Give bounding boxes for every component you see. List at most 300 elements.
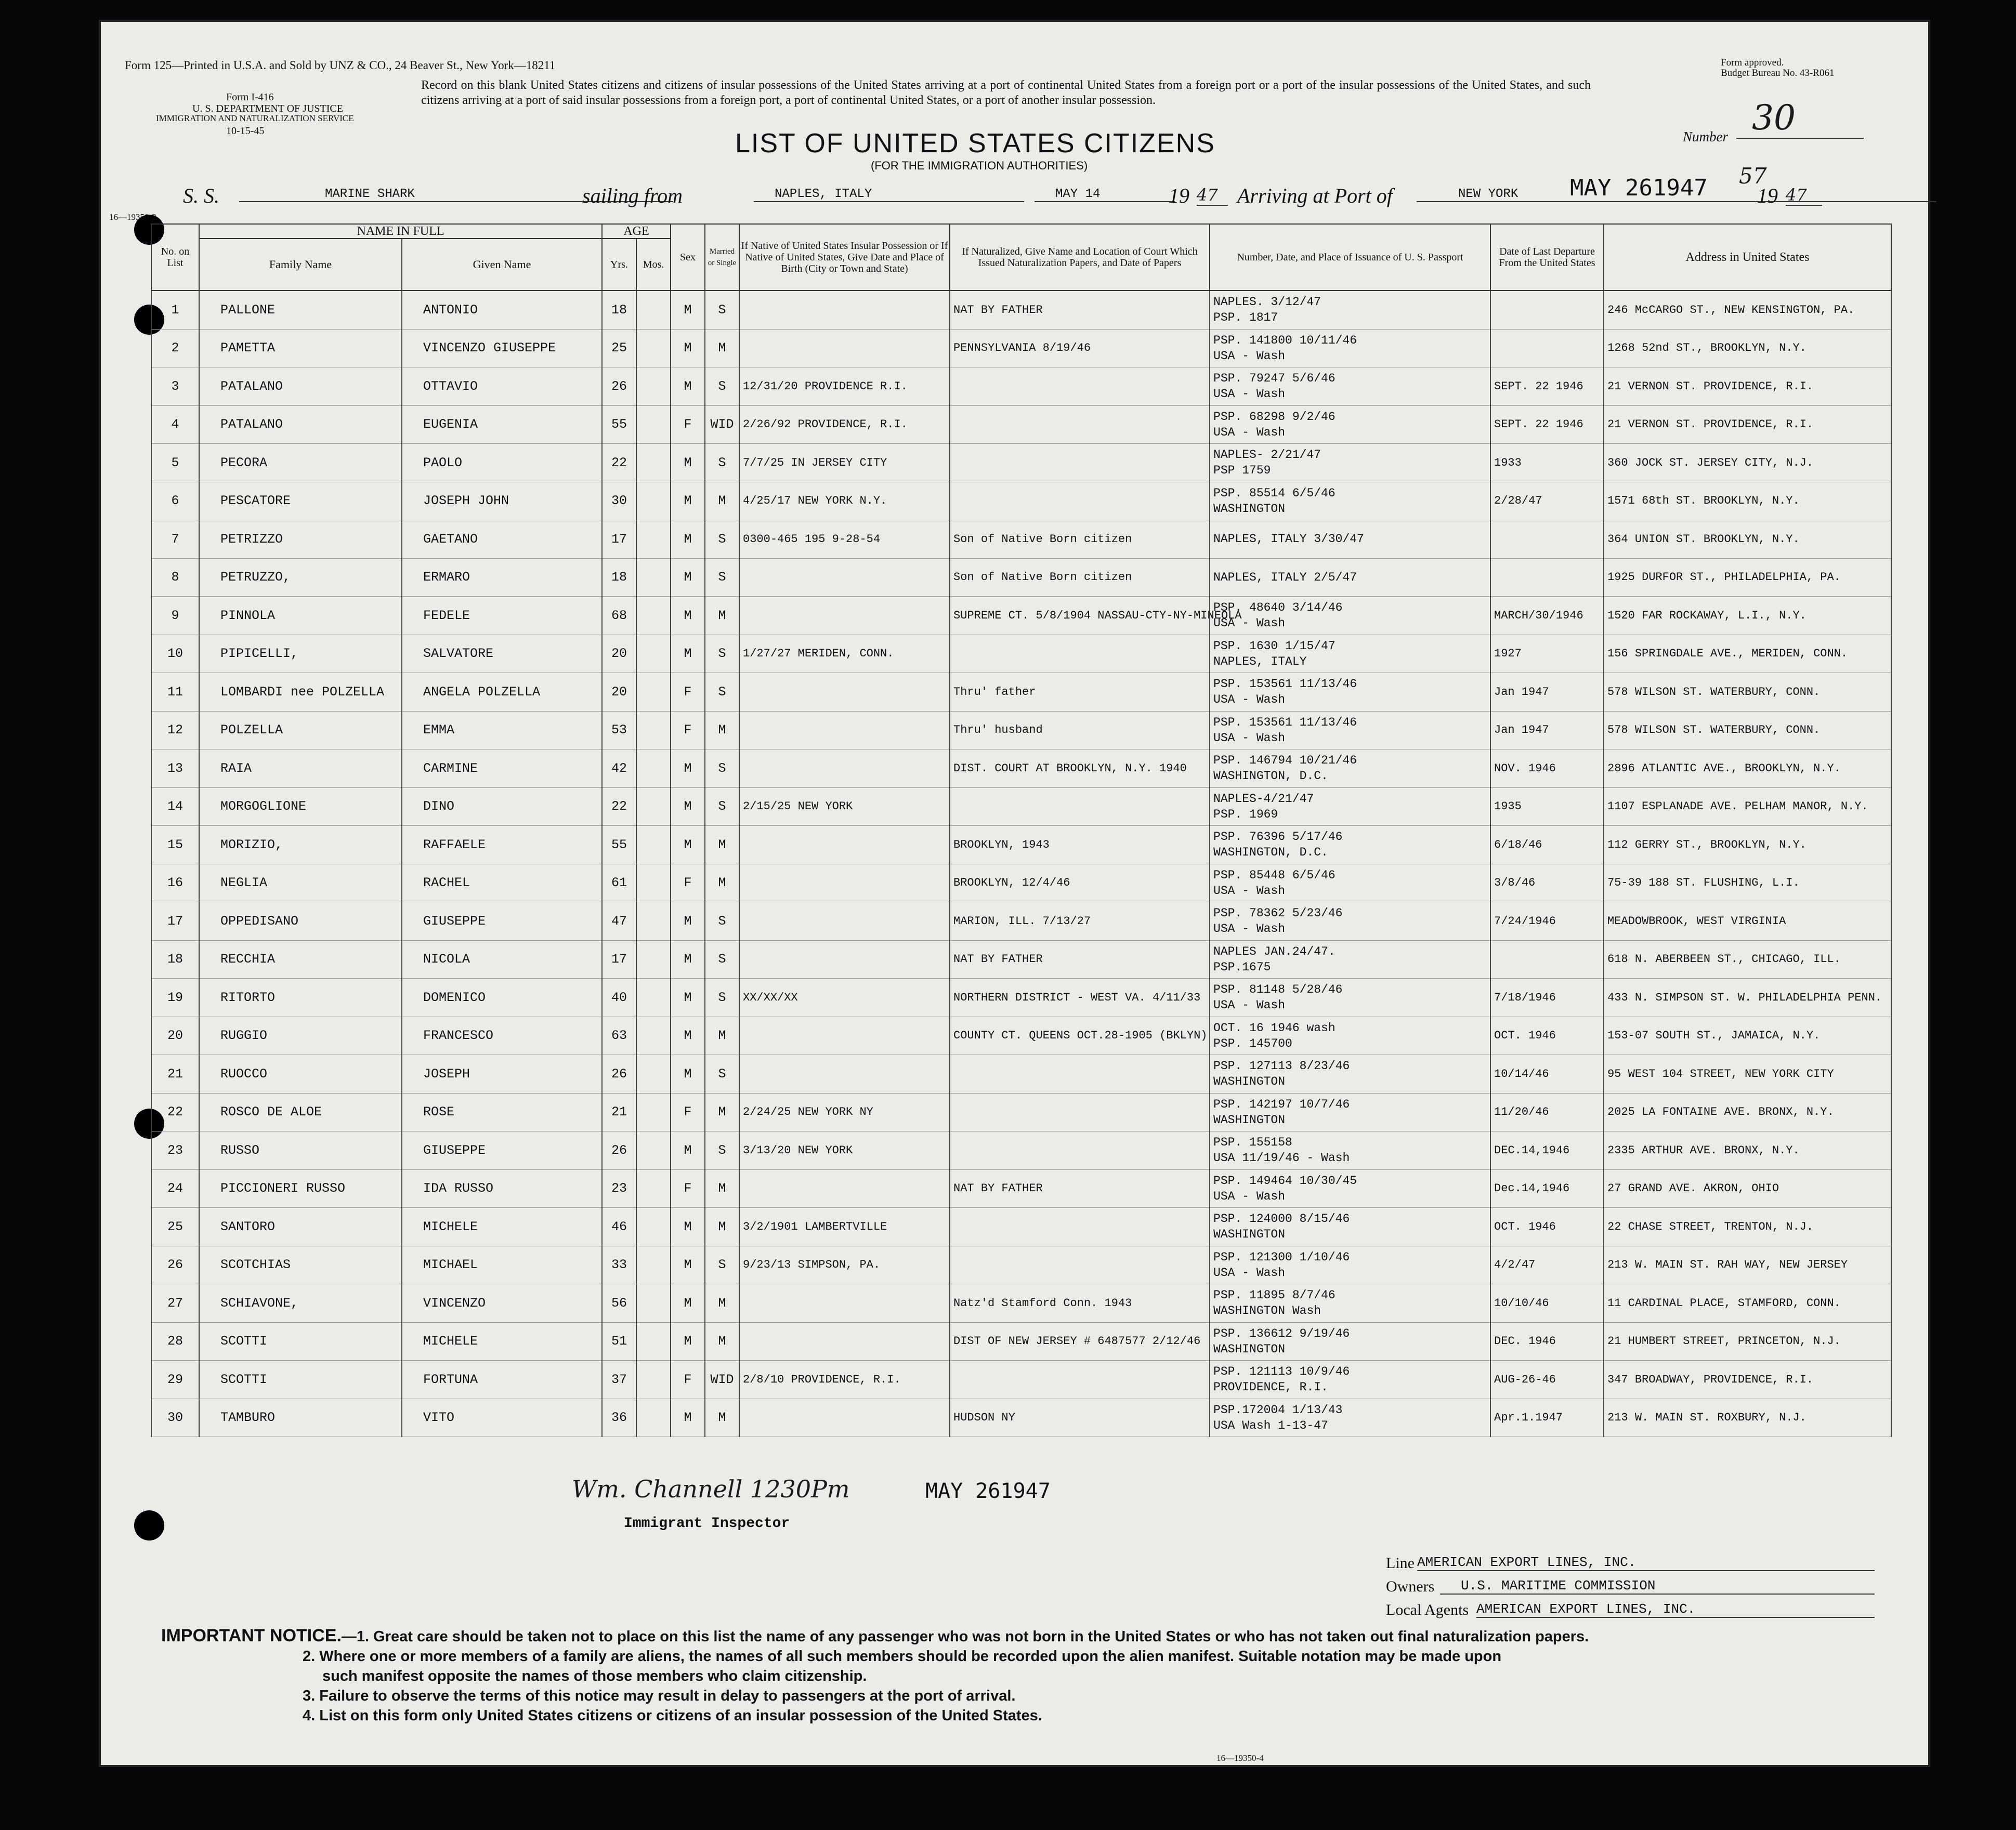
marital-status: S — [705, 520, 739, 559]
arrival-date-stamp: MAY 261947 — [1570, 175, 1708, 201]
col-married: Married or Single — [705, 224, 739, 291]
birth-info: 2/24/25 NEW YORK NY — [739, 1093, 950, 1131]
age-years: 22 — [602, 444, 636, 482]
birth-info — [739, 1055, 950, 1094]
number-label: Number — [1683, 129, 1728, 144]
age-months — [636, 749, 671, 788]
passport-info — [1210, 940, 1490, 979]
col-passport: Number, Date, and Place of Issuance of U. S. Passport — [1210, 224, 1490, 291]
col-yrs: Yrs. — [602, 239, 636, 291]
naturalization-info: BROOKLYN, 12/4/46 — [950, 864, 1210, 902]
passport-line: PSP. 1817 — [1213, 311, 1278, 325]
passport-line: PSP. 155158 — [1213, 1136, 1292, 1150]
instructions-text: Record on this blank United States citizens and citizens of insular possessions of the United States arriving at a port of continental United States from a foreign port or a port of the insular possessions of the United States, and such citizens arriving at a port of said insular possessions from a foreign port, a port of continental United States, or a port of another insular possession. — [421, 78, 1591, 107]
last-departure: 10/10/46 — [1490, 1284, 1604, 1323]
birth-info: 9/23/13 SIMPSON, PA. — [739, 1246, 950, 1284]
punch-hole — [134, 1510, 164, 1541]
us-address: 2335 ARTHUR AVE. BRONX, N.Y. — [1604, 1131, 1891, 1170]
table-row — [151, 1322, 1891, 1361]
passport-info — [1210, 1131, 1490, 1170]
age-months — [636, 1399, 671, 1437]
row-number: 2 — [151, 329, 199, 367]
given-name: VINCENZO GIUSEPPE — [402, 329, 602, 367]
age-months — [636, 291, 671, 329]
sex: M — [671, 979, 705, 1017]
age-years: 68 — [602, 597, 636, 635]
marital-status: M — [705, 711, 739, 749]
us-address: 2025 LA FONTAINE AVE. BRONX, N.Y. — [1604, 1093, 1891, 1131]
family-name: PAMETTA — [199, 329, 402, 367]
naturalization-info — [950, 787, 1210, 826]
passport-line: WASHINGTON, D.C. — [1213, 846, 1328, 860]
page-subtitle: (FOR THE IMMIGRATION AUTHORITIES) — [871, 159, 1088, 172]
age-years: 42 — [602, 749, 636, 788]
table-row — [151, 673, 1891, 712]
table-row — [151, 405, 1891, 444]
service: IMMIGRATION AND NATURALIZATION SERVICE — [156, 113, 354, 123]
passport-info — [1210, 826, 1490, 864]
family-name: PIPICELLI, — [199, 635, 402, 673]
row-number: 30 — [151, 1399, 199, 1437]
marital-status: M — [705, 864, 739, 902]
birth-info — [739, 864, 950, 902]
us-address: 1520 FAR ROCKAWAY, L.I., N.Y. — [1604, 597, 1891, 635]
row-number: 5 — [151, 444, 199, 482]
naturalization-info: Natz'd Stamford Conn. 1943 — [950, 1284, 1210, 1323]
age-years: 22 — [602, 787, 636, 826]
naturalization-info — [950, 1361, 1210, 1399]
col-family: Family Name — [199, 239, 402, 291]
marital-status: M — [705, 826, 739, 864]
passport-line: USA - Wash — [1213, 884, 1286, 898]
naturalization-info: Thru' husband — [950, 711, 1210, 749]
given-name: MICHAEL — [402, 1246, 602, 1284]
age-years: 23 — [602, 1169, 636, 1208]
table-row — [151, 1093, 1891, 1131]
passport-line: PSP.1675 — [1213, 960, 1271, 974]
notice-4: 4. List on this form only United States citizens or citizens of an insular possession of the United States. — [303, 1707, 1042, 1724]
given-name: JOSEPH — [402, 1055, 602, 1094]
sex: M — [671, 1284, 705, 1323]
age-months — [636, 1361, 671, 1399]
passport-info — [1210, 1399, 1490, 1437]
birth-info — [739, 1017, 950, 1055]
marital-status: M — [705, 482, 739, 520]
birth-info: 4/25/17 NEW YORK N.Y. — [739, 482, 950, 520]
passport-line: PSP. 81148 5/28/46 — [1213, 983, 1343, 997]
row-number: 9 — [151, 597, 199, 635]
passport-info — [1210, 673, 1490, 712]
birth-info — [739, 711, 950, 749]
row-number: 6 — [151, 482, 199, 520]
row-number: 8 — [151, 558, 199, 597]
age-years: 51 — [602, 1322, 636, 1361]
marital-status: M — [705, 1093, 739, 1131]
last-departure — [1490, 329, 1604, 367]
manifest-page — [99, 20, 1930, 1767]
table-row — [151, 787, 1891, 826]
marital-status: M — [705, 1208, 739, 1246]
printer-line: Form 125—Printed in U.S.A. and Sold by UNZ & CO., 24 Beaver St., New York—18211 — [125, 59, 556, 72]
sex: M — [671, 826, 705, 864]
sailing-from: NAPLES, ITALY — [754, 187, 1024, 202]
age-months — [636, 1017, 671, 1055]
sex: F — [671, 711, 705, 749]
us-address: 112 GERRY ST., BROOKLYN, N.Y. — [1604, 826, 1891, 864]
naturalization-info — [950, 367, 1210, 406]
agents-label: Local Agents — [1386, 1601, 1469, 1618]
birth-info — [739, 329, 950, 367]
family-name: SANTORO — [199, 1208, 402, 1246]
us-address: 1268 52nd ST., BROOKLYN, N.Y. — [1604, 329, 1891, 367]
family-name: LOMBARDI nee POLZELLA — [199, 673, 402, 712]
table-row — [151, 1169, 1891, 1208]
age-months — [636, 597, 671, 635]
birth-info: 0300-465 195 9-28-54 — [739, 520, 950, 559]
naturalization-info — [950, 1131, 1210, 1170]
last-departure — [1490, 520, 1604, 559]
age-months — [636, 1246, 671, 1284]
given-name: EMMA — [402, 711, 602, 749]
naturalization-info: BROOKLYN, 1943 — [950, 826, 1210, 864]
passport-line: WASHINGTON — [1213, 1075, 1286, 1089]
age-years: 26 — [602, 367, 636, 406]
family-name: PETRUZZO, — [199, 558, 402, 597]
row-number: 27 — [151, 1284, 199, 1323]
passport-line: NAPLES, ITALY 3/30/47 — [1213, 532, 1364, 546]
last-departure: Apr.1.1947 — [1490, 1399, 1604, 1437]
last-departure: 3/8/46 — [1490, 864, 1604, 902]
us-address: 618 N. ABERBEEN ST., CHICAGO, ILL. — [1604, 940, 1891, 979]
passport-info — [1210, 749, 1490, 788]
birth-info: 3/2/1901 LAMBERTVILLE — [739, 1208, 950, 1246]
sex: M — [671, 444, 705, 482]
naturalization-info — [950, 635, 1210, 673]
given-name: RAFFAELE — [402, 826, 602, 864]
passport-line: PSP. 68298 9/2/46 — [1213, 410, 1336, 424]
age-months — [636, 711, 671, 749]
given-name: ERMARO — [402, 558, 602, 597]
naturalization-info: DIST. COURT AT BROOKLYN, N.Y. 1940 — [950, 749, 1210, 788]
col-naturalized: If Naturalized, Give Name and Location of Court Which Issued Naturalization Papers, and Date of Papers — [950, 224, 1210, 291]
table-row — [151, 1131, 1891, 1170]
us-address: 213 W. MAIN ST. RAH WAY, NEW JERSEY — [1604, 1246, 1891, 1284]
age-years: 55 — [602, 405, 636, 444]
birth-info — [739, 558, 950, 597]
col-no: No. on List — [151, 224, 199, 291]
us-address: 578 WILSON ST. WATERBURY, CONN. — [1604, 711, 1891, 749]
line-label: Line — [1386, 1555, 1415, 1572]
passport-line: PROVIDENCE, R.I. — [1213, 1380, 1328, 1394]
last-departure: 7/18/1946 — [1490, 979, 1604, 1017]
passport-line: USA - Wash — [1213, 387, 1286, 401]
notice-3: 3. Failure to observe the terms of this notice may result in delay to passengers at the port of arrival. — [303, 1688, 1016, 1704]
age-years: 36 — [602, 1399, 636, 1437]
sex: M — [671, 1055, 705, 1094]
sailing-year: 47 — [1197, 185, 1228, 206]
passport-info — [1210, 520, 1490, 559]
age-years: 37 — [602, 1361, 636, 1399]
age-years: 56 — [602, 1284, 636, 1323]
row-number: 19 — [151, 979, 199, 1017]
passport-line: PSP. 149464 10/30/45 — [1213, 1174, 1357, 1188]
age-years: 18 — [602, 291, 636, 329]
marital-status: S — [705, 902, 739, 941]
naturalization-info: Thru' father — [950, 673, 1210, 712]
row-number: 28 — [151, 1322, 199, 1361]
year-prefix: 19 — [1169, 184, 1189, 207]
passport-info — [1210, 1169, 1490, 1208]
family-name: RECCHIA — [199, 940, 402, 979]
passport-line: PSP. 142197 10/7/46 — [1213, 1097, 1350, 1111]
passport-info — [1210, 444, 1490, 482]
sex: M — [671, 940, 705, 979]
table-row — [151, 367, 1891, 406]
row-number: 13 — [151, 749, 199, 788]
row-number: 14 — [151, 787, 199, 826]
age-months — [636, 1169, 671, 1208]
marital-status: S — [705, 367, 739, 406]
table-row — [151, 902, 1891, 941]
marital-status: S — [705, 749, 739, 788]
table-row — [151, 1246, 1891, 1284]
age-years: 26 — [602, 1131, 636, 1170]
naturalization-info: MARION, ILL. 7/13/27 — [950, 902, 1210, 941]
passport-line: PSP. 141800 10/11/46 — [1213, 333, 1357, 347]
ss-label: S. S. — [183, 184, 219, 207]
table-row — [151, 444, 1891, 482]
us-address: 347 BROADWAY, PROVIDENCE, R.I. — [1604, 1361, 1891, 1399]
passport-line: NAPLES, ITALY — [1213, 654, 1307, 668]
given-name: RACHEL — [402, 864, 602, 902]
naturalization-info: Son of Native Born citizen — [950, 520, 1210, 559]
table-row — [151, 291, 1891, 329]
sex: M — [671, 597, 705, 635]
row-number: 29 — [151, 1361, 199, 1399]
birth-info — [739, 1169, 950, 1208]
sex: M — [671, 482, 705, 520]
passport-line: USA Wash 1-13-47 — [1213, 1418, 1328, 1432]
row-number: 17 — [151, 902, 199, 941]
us-address: 360 JOCK ST. JERSEY CITY, N.J. — [1604, 444, 1891, 482]
sex: F — [671, 1093, 705, 1131]
last-departure: 6/18/46 — [1490, 826, 1604, 864]
passport-info — [1210, 482, 1490, 520]
sex: M — [671, 1246, 705, 1284]
passport-line: USA - Wash — [1213, 998, 1286, 1012]
table-row — [151, 1017, 1891, 1055]
passport-line: NAPLES. 3/12/47 — [1213, 295, 1321, 309]
last-departure: OCT. 1946 — [1490, 1017, 1604, 1055]
us-address: 95 WEST 104 STREET, NEW YORK CITY — [1604, 1055, 1891, 1094]
us-address: 11 CARDINAL PLACE, STAMFORD, CONN. — [1604, 1284, 1891, 1323]
age-years: 17 — [602, 520, 636, 559]
passport-line: NAPLES-4/21/47 — [1213, 792, 1314, 806]
family-name: RAIA — [199, 749, 402, 788]
last-departure: AUG-26-46 — [1490, 1361, 1604, 1399]
row-number: 21 — [151, 1055, 199, 1094]
passport-info — [1210, 1093, 1490, 1131]
last-departure: Jan 1947 — [1490, 711, 1604, 749]
age-years: 21 — [602, 1093, 636, 1131]
passport-info — [1210, 635, 1490, 673]
row-number: 15 — [151, 826, 199, 864]
given-name: DINO — [402, 787, 602, 826]
passport-line: WASHINGTON, D.C. — [1213, 769, 1328, 783]
family-name: POLZELLA — [199, 711, 402, 749]
arriving-label: Arriving at Port of — [1237, 184, 1393, 207]
age-months — [636, 1131, 671, 1170]
given-name: FRANCESCO — [402, 1017, 602, 1055]
family-name: PICCIONERI RUSSO — [199, 1169, 402, 1208]
row-number: 16 — [151, 864, 199, 902]
us-address: 21 HUMBERT STREET, PRINCETON, N.J. — [1604, 1322, 1891, 1361]
given-name: SALVATORE — [402, 635, 602, 673]
family-name: RUOCCO — [199, 1055, 402, 1094]
birth-info — [739, 749, 950, 788]
family-name: PESCATORE — [199, 482, 402, 520]
passport-info — [1210, 787, 1490, 826]
passport-line: PSP.172004 1/13/43 — [1213, 1403, 1343, 1417]
birth-info — [739, 902, 950, 941]
row-number: 22 — [151, 1093, 199, 1131]
arrival-year-prefix: 19 — [1757, 184, 1778, 207]
age-years: 20 — [602, 673, 636, 712]
table-row — [151, 864, 1891, 902]
marital-status: S — [705, 291, 739, 329]
marital-status: S — [705, 444, 739, 482]
passport-line: PSP. 48640 3/14/46 — [1213, 601, 1343, 615]
passport-info — [1210, 1246, 1490, 1284]
passport-line: PSP. 153561 11/13/46 — [1213, 715, 1357, 729]
marital-status: S — [705, 979, 739, 1017]
age-months — [636, 1208, 671, 1246]
last-departure: 2/28/47 — [1490, 482, 1604, 520]
last-departure: 1927 — [1490, 635, 1604, 673]
col-departure: Date of Last Departure From the United States — [1490, 224, 1604, 291]
given-name: JOSEPH JOHN — [402, 482, 602, 520]
passport-line: PSP. 146794 10/21/46 — [1213, 754, 1357, 768]
age-months — [636, 979, 671, 1017]
family-name: NEGLIA — [199, 864, 402, 902]
passport-line: PSP. 79247 5/6/46 — [1213, 372, 1336, 386]
family-name: SCOTTI — [199, 1322, 402, 1361]
given-name: MICHELE — [402, 1322, 602, 1361]
naturalization-info: DIST OF NEW JERSEY # 6487577 2/12/46 — [950, 1322, 1210, 1361]
family-name: RITORTO — [199, 979, 402, 1017]
table-row — [151, 1055, 1891, 1094]
col-sex: Sex — [671, 224, 705, 291]
col-given: Given Name — [402, 239, 602, 291]
sex: M — [671, 787, 705, 826]
passport-line: WASHINGTON — [1213, 1113, 1286, 1127]
passport-line: USA - Wash — [1213, 693, 1286, 707]
sex: M — [671, 367, 705, 406]
naturalization-info — [950, 482, 1210, 520]
sex: F — [671, 864, 705, 902]
last-departure: MARCH/30/1946 — [1490, 597, 1604, 635]
passport-line: PSP. 124000 8/15/46 — [1213, 1212, 1350, 1226]
family-name: SCHIAVONE, — [199, 1284, 402, 1323]
given-name: PAOLO — [402, 444, 602, 482]
age-months — [636, 520, 671, 559]
passport-line: WASHINGTON Wash — [1213, 1304, 1321, 1318]
passport-info — [1210, 329, 1490, 367]
birth-info: XX/XX/XX — [739, 979, 950, 1017]
marital-status: M — [705, 1322, 739, 1361]
passport-line: PSP. 153561 11/13/46 — [1213, 677, 1357, 691]
age-months — [636, 482, 671, 520]
given-name: IDA RUSSO — [402, 1169, 602, 1208]
given-name: FEDELE — [402, 597, 602, 635]
family-name: TAMBURO — [199, 1399, 402, 1437]
us-address: 213 W. MAIN ST. ROXBURY, N.J. — [1604, 1399, 1891, 1437]
age-months — [636, 940, 671, 979]
age-years: 40 — [602, 979, 636, 1017]
birth-info — [739, 826, 950, 864]
passport-line: USA - Wash — [1213, 731, 1286, 745]
birth-info: 1/27/27 MERIDEN, CONN. — [739, 635, 950, 673]
marital-status: M — [705, 1017, 739, 1055]
family-name: MORGOGLIONE — [199, 787, 402, 826]
passport-info — [1210, 711, 1490, 749]
given-name: CARMINE — [402, 749, 602, 788]
naturalization-info: Son of Native Born citizen — [950, 558, 1210, 597]
age-years: 46 — [602, 1208, 636, 1246]
us-address: 21 VERNON ST. PROVIDENCE, R.I. — [1604, 405, 1891, 444]
table-row — [151, 329, 1891, 367]
row-number: 20 — [151, 1017, 199, 1055]
passport-line: USA - Wash — [1213, 616, 1286, 630]
marital-status: S — [705, 635, 739, 673]
passport-line: USA - Wash — [1213, 425, 1286, 439]
last-departure: DEC.14,1946 — [1490, 1131, 1604, 1170]
given-name: FORTUNA — [402, 1361, 602, 1399]
sex: M — [671, 749, 705, 788]
last-departure — [1490, 558, 1604, 597]
row-number: 26 — [151, 1246, 199, 1284]
given-name: VITO — [402, 1399, 602, 1437]
passport-line: PSP. 1630 1/15/47 — [1213, 639, 1336, 653]
us-address: 1107 ESPLANADE AVE. PELHAM MANOR, N.Y. — [1604, 787, 1891, 826]
citizens-table — [151, 223, 1892, 1437]
last-departure: 1933 — [1490, 444, 1604, 482]
family-name: PECORA — [199, 444, 402, 482]
age-months — [636, 635, 671, 673]
sex: M — [671, 329, 705, 367]
given-name: ANGELA POLZELLA — [402, 673, 602, 712]
form-code-bottom: 16—19350-4 — [1216, 1753, 1264, 1763]
last-departure: 11/20/46 — [1490, 1093, 1604, 1131]
table-row — [151, 1361, 1891, 1399]
passport-line: NAPLES- 2/21/47 — [1213, 448, 1321, 462]
age-months — [636, 826, 671, 864]
family-name: RUGGIO — [199, 1017, 402, 1055]
us-address: 22 CHASE STREET, TRENTON, N.J. — [1604, 1208, 1891, 1246]
last-departure: SEPT. 22 1946 — [1490, 405, 1604, 444]
birth-info: 7/7/25 IN JERSEY CITY — [739, 444, 950, 482]
last-departure: OCT. 1946 — [1490, 1208, 1604, 1246]
age-years: 26 — [602, 1055, 636, 1094]
age-years: 61 — [602, 864, 636, 902]
marital-status: M — [705, 1169, 739, 1208]
row-number: 4 — [151, 405, 199, 444]
last-departure: 1935 — [1490, 787, 1604, 826]
naturalization-info: NORTHERN DISTRICT - WEST VA. 4/11/33 — [950, 979, 1210, 1017]
table-row — [151, 1284, 1891, 1323]
naturalization-info: HUDSON NY — [950, 1399, 1210, 1437]
table-row — [151, 1399, 1891, 1437]
